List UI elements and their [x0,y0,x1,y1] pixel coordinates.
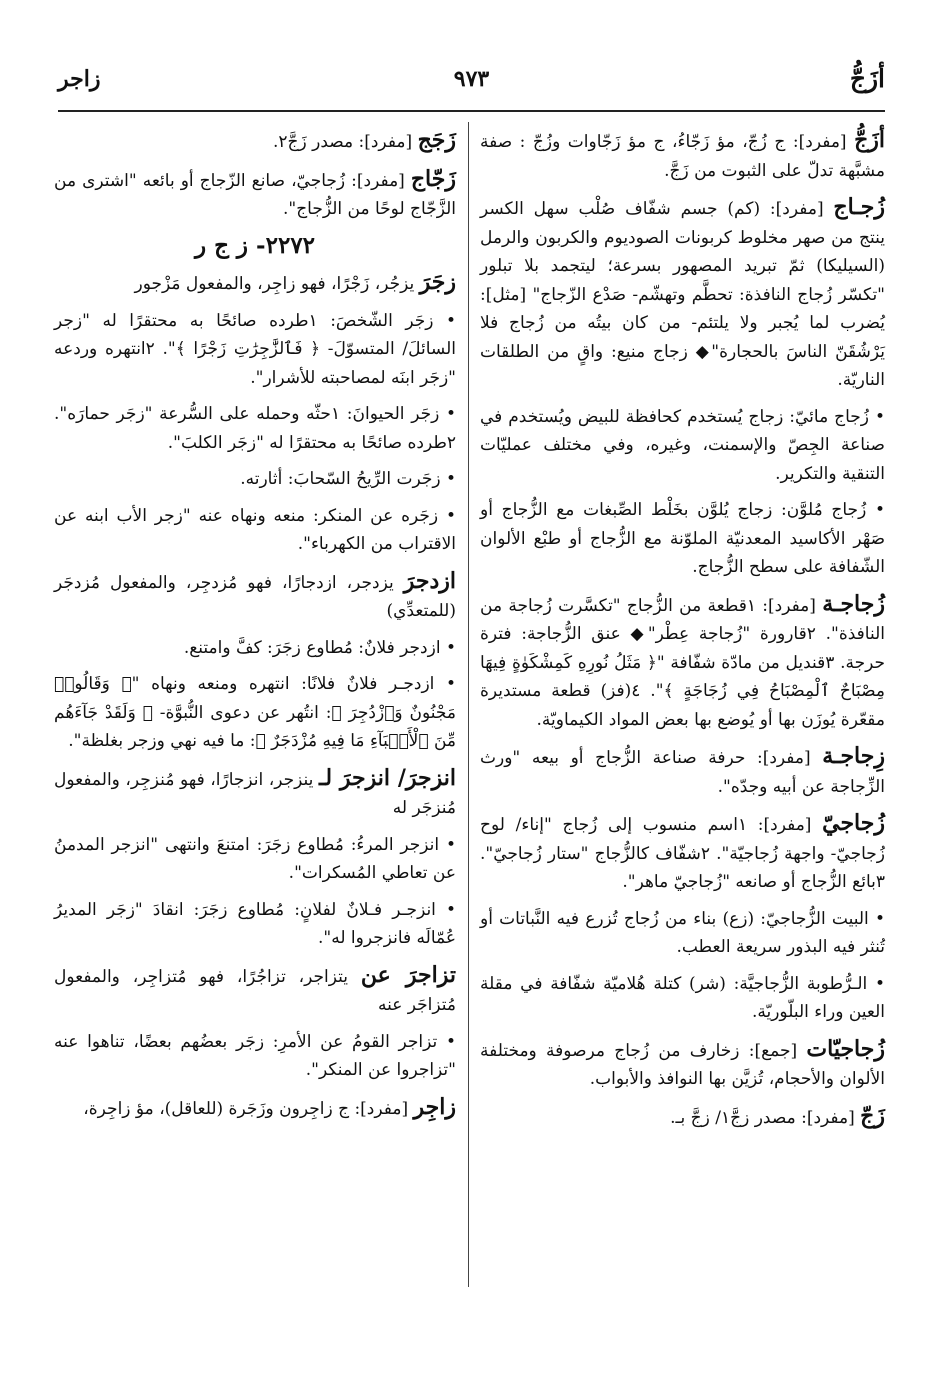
sense-item [54,400,456,457]
dictionary-entry [54,126,456,157]
entry-headword: زُجاجيّ [822,810,885,836]
sense-item [54,670,456,756]
entry-definition: [مفرد]: زُجاجيّ، صانع الزّجاج أو بائعه "اشترى من الزَّجّاج لوحًا من الزُّجاج". [54,170,456,219]
header-last-word: زاجر [58,66,101,92]
entry-headword: أزَجُّ [854,127,885,153]
entry-definition: • زجَر الحيوانَ: ١حثّه وحمله على السُّرعة "زجَر حمارَه". ٢طرده صائحًا به محتقرًا له "زجَر الكلبَ". [54,404,457,453]
entry-definition: • الـرُّطوبة الزُّجاجيَّة: (شر) كتلة هُلاميّة شفّافة في مقلة العين وراء البلّوريّة. [480,973,885,1022]
sense-item [54,634,456,663]
dictionary-entry [480,193,885,395]
entry-definition: [مفرد]: ج زُجّ، مؤ زَجّاءُ، ج مؤ زَجّاوات وزُجّ : صفة مشبَّهة تدلّ على الثبوت من زَجَّ. [480,132,885,181]
entry-definition: • تزاجر القومُ عن الأمرِ: زجَر بعضُهم بعضًا، تناهوا عنه "تزاجروا عن المنكر". [54,1031,456,1080]
sense-item [54,307,456,393]
root-heading: ٢٢٧٢- ز ج ر [194,231,316,259]
entry-headword: زاجِر [413,1093,456,1120]
sense-item [480,970,885,1027]
entry-definition: [مفرد]: مصدر زَجَّ٢. [272,132,418,152]
right-column [480,126,885,1140]
dictionary-entry [480,126,885,185]
entry-definition: يتزاجر، تزاجُرًا، فهو مُتزاجِر، والمفعول مُتزاجَر عنه [54,966,456,1015]
entry-definition: • زجَر الشّخصَ: ١طرده صائحًا به محتقرًا له "زجر السائلَ/ المتسوّلَ- ﴿ فَٱلزَّٰجِرَٰتِ زَجْرًا ﴾". ٢انتهره وردعه "زجَر ابنَه لمصاحبته للأشرار". [54,310,456,388]
entry-headword: انزجرَ/ انزجرَ لـ [318,764,456,791]
entry-definition: [جمع]: زخارف من زُجاج مرصوفة ومختلفة الألوان والأحجام، تُزيَّن بها النوافذ والأبواب. [480,1040,885,1089]
entry-definition: • زُجاج مُلوَّن: زجاج يُلوَّن بخَلْط الصِّبغات مع الزُّجاج أو صَهْر الأكاسيد المعدنيّة الملوّنة مع الزُّجاج أو طبْع الألوان الشّفافة على سطح الزُّجاج. [480,500,885,577]
entry-headword: زجَرَ [419,269,456,295]
header-first-word: أزَجُّ [849,64,885,93]
dictionary-entry [480,742,885,801]
entry-definition: [مفرد]: حرفة صناعة الزُّجاج أو بيعه "ورث الزِّجاجة عن أبيه وجدّه". [480,748,885,797]
sense-item [54,1028,456,1085]
page-number: ٩٧٣ [453,66,490,92]
entry-definition: • انزجـر فـلانٌ لفلانٍ: مُطاوع زجَرَ: انقادَ "زجَر المديرُ عُمّالَه فانزجروا له". [54,899,456,948]
entry-headword: تزاجرَ عن [360,961,456,988]
entry-headword: زُجاجـة [822,590,885,617]
entry-definition: [مفرد]: ج زاجِرون وزَجَرة (للعاقل)، مؤ زاجِرة، [83,1098,414,1119]
entry-definition: [مفرد]: (كم) جسم شفّاف صُلْب سهل الكسر ينتج من صهر مخلوط كربونات الصوديوم والكربون والرمل (السيليكا) ثمّ تبريد المصهور بسرعة؛ ليتجمد بلا تبلور "تكسّر زُجاج النافذة: تحطَّم وتهشّم- صَدْع الزّجاج" [مثل]: يُضرب لما يُجبر ولا يلتئم- من كان بيتُه من زُجاج فلا يَرْشُقَنّ الناسَ بالحجارة"◆ زجاج منيع: واقٍ من الطلقات الناريّة. [480,199,885,390]
entry-definition: • ازدجر فلانٌ: مُطاوع زجَرَ: كفَّ وامتنع. [183,637,456,658]
entry-definition: [مفرد]: مصدر زجَّ١/ زجَّ بـ. [670,1107,861,1128]
entry-headword: زَجّ [860,1102,885,1129]
entry-definition: [مفرد]: ١اسم منسوب إلى زُجاج "إناء/ لوح زُجاجيّ- واجهة زُجاجيّة". ٢شفّاف كالزُّجاج "ستار زُجاجيّ". ٣بائع الزُّجاج أو صانعه "زُجاجيّ ماهر". [480,815,885,892]
header-rule [58,110,885,112]
entry-headword: زُجاجيّات [806,1035,885,1062]
dictionary-entry [54,567,456,626]
column-divider [468,122,469,1287]
entry-definition: • ازدجـر فلانٌ فلانًا: انتهره ومنعه ونهاه "﴿ وَقَالُوا۟ مَجْنُونٌ وَٱزْدُجِرَ ﴾: انتُهر عن دعوى النُّبوَّة- ﴿ وَلَقَدْ جَآءَهُم مِّنَ ٱلْأَنۢبَآءِ مَا فِيهِ مُزْدَجَرٌ ﴾: ما فيه نهي وزجر بغلظة". [54,674,456,751]
sense-item [54,465,456,494]
dictionary-entry [54,165,456,224]
entry-definition: • انزجر المرءُ: مُطاوع زجَرَ: امتنعَ وانتهى "انزجر المدمنُ عن تعاطي المُسكرات". [54,834,456,883]
entry-definition: • البيت الزُّجاجيّ: (زع) بناء من زُجاج تُزرع فيه النَّباتات أو تُنثر فيه البذور سريعة العطب. [480,908,885,957]
sense-item [480,905,885,962]
dictionary-entry [54,1093,456,1124]
entry-headword: ازدجرَ [403,567,456,594]
sense-item [480,403,885,489]
dictionary-entry [480,590,885,735]
left-column [54,126,456,1131]
sense-item [54,831,456,888]
entry-definition: • زجَره عن المنكر: منعه ونهاه عنه "زجر الأب ابنه عن الاقتراب من الكهرباء". [54,505,456,554]
entry-headword: زِجاجـة [822,743,885,769]
entry-definition: ينزجر، انزجارًا، فهو مُنزجِر، والمفعول مُنزجَر له [54,769,456,818]
dictionary-entry [480,809,885,897]
dictionary-entry [54,268,456,299]
sense-item [54,896,456,953]
entry-definition: • زُجاج مائيّ: زجاج يُستخدم كحافظة للبيض ويُستخدم في صناعة الجِصّ والإسمنت، وغيره، وفي مختلف عمليّات التنقية والتكرير. [480,406,885,484]
entry-definition: يزجُر، زَجْرًا، فهو زاجِر، والمفعول مَزْجور [134,274,420,294]
dictionary-entry [480,1035,885,1094]
sense-item [54,502,456,559]
dictionary-entry [54,961,456,1020]
entry-definition: • زجَرت الرِّيحُ السّحابَ: أثارته. [240,469,456,489]
entry-headword: زَجَج [417,127,456,153]
sense-item [480,496,885,582]
page-header [58,64,885,104]
dictionary-entry [54,764,456,823]
entry-definition: [مفرد]: ١قطعة من الزُّجاج "تكسَّرت زُجاجة من النافذة". ٢قارورة "زُجاجة عِطْر"◆ عنق الزُّجاجة: فترة حرجة. ٣قنديل من مادّة شفّافة "﴿ مَثَلُ نُورِهِ كَمِشْكَوٰةٍ فِيهَا مِصْبَاحٌ ٱلْمِصْبَاحُ فِي زُجَاجَةٍ ﴾". ٤(فز) قطعة مستديرة مقعّرة يُوزَن بها أو يُوضع بها بعض المواد الكيماويّة. [480,595,886,730]
entry-headword: زَجّاج [410,165,456,192]
dictionary-entry [480,1102,885,1133]
entry-headword: زُجـاج [833,194,885,220]
entry-definition: يزدجر، ازدجارًا، فهو مُزدجِر، والمفعول مُزدجَر (للمتعدِّي) [54,572,456,621]
